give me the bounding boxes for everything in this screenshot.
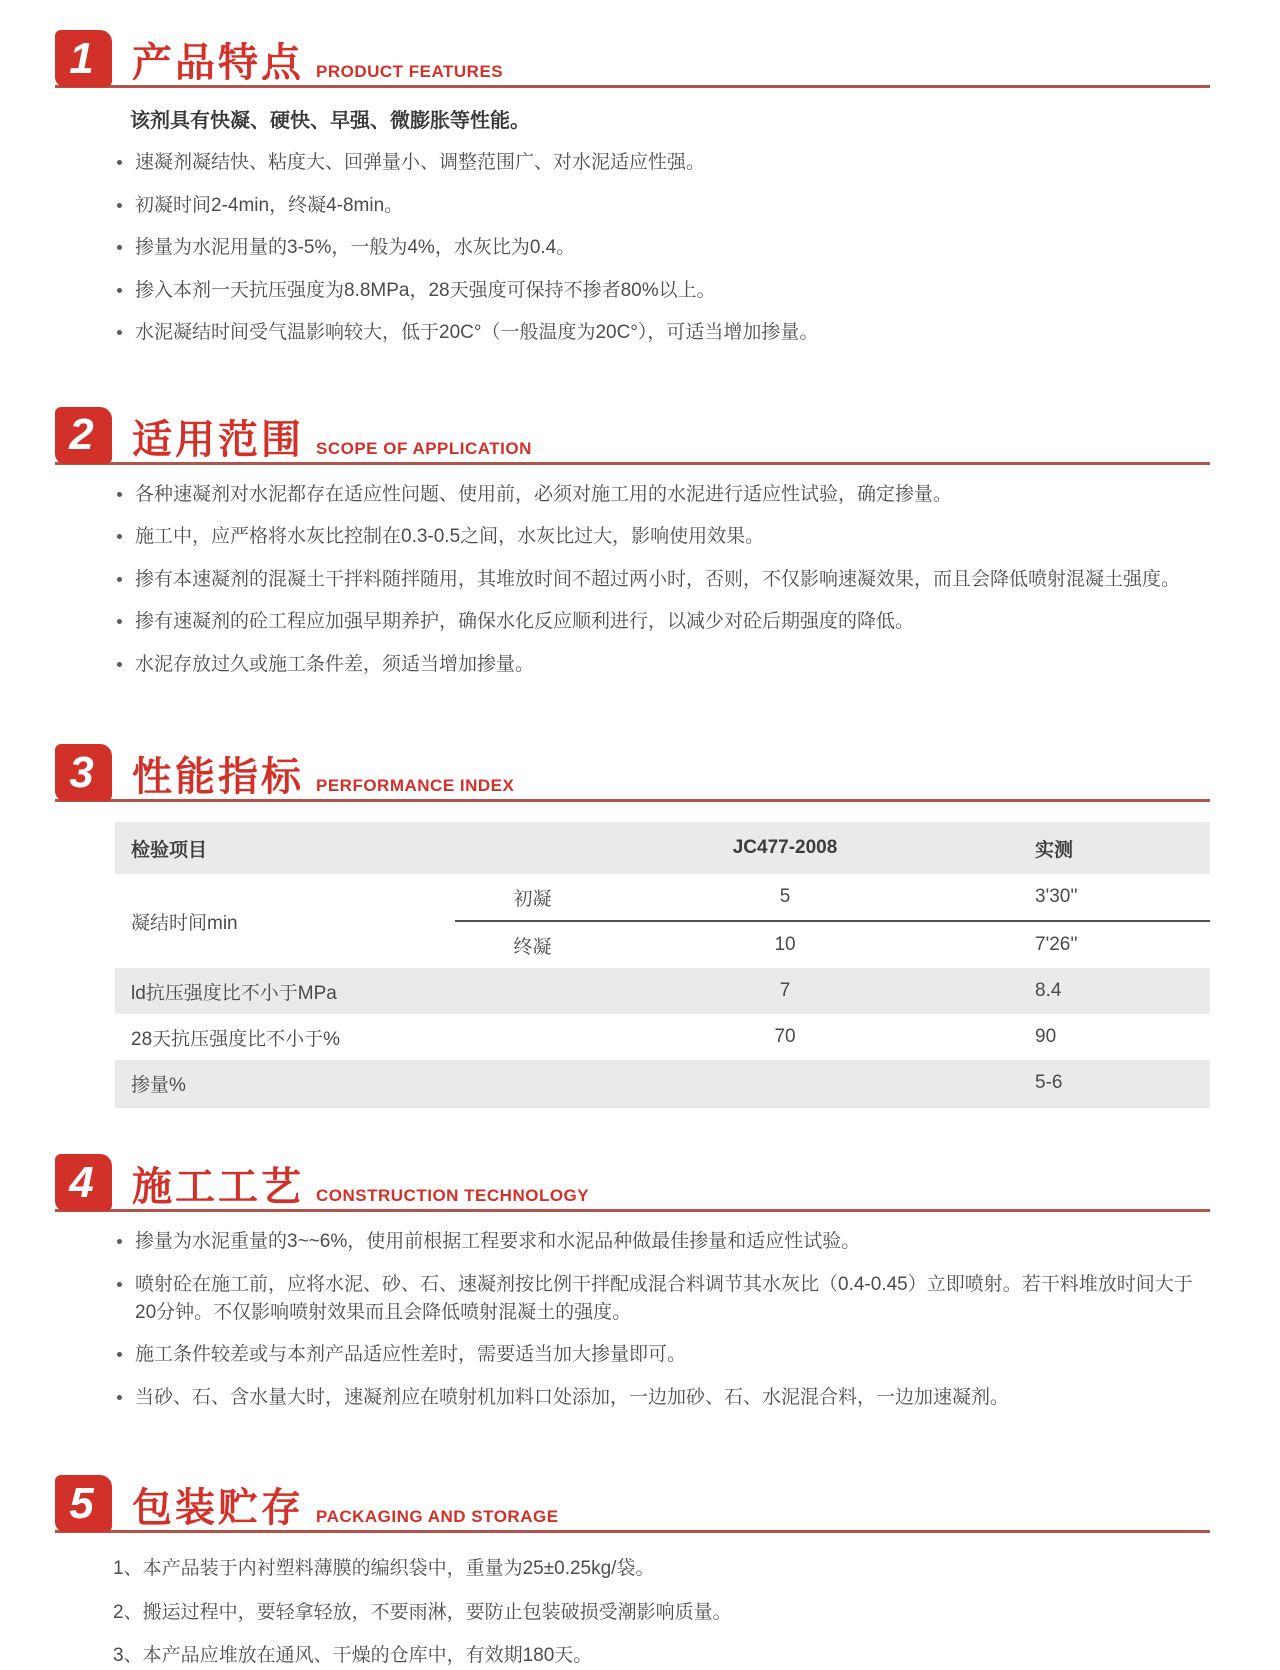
bullet-item: 施工中，应严格将水灰比控制在0.3-0.5之间，水灰比过大，影响使用效果。 [113, 523, 1212, 551]
section-number-badge: 4 [55, 1154, 112, 1211]
table-cell-item: 掺量% [115, 1060, 610, 1107]
table-cell-item: 28天抗压强度比不小于% [131, 1028, 341, 1050]
numbered-item: 3、本产品应堆放在通风、干燥的仓库中，有效期180天。 [113, 1645, 593, 1667]
table-row [115, 1014, 1210, 1060]
section-packaging-and-storage [0, 1475, 1280, 1670]
table-cell-item: 凝结时间min [131, 912, 238, 934]
section-number-badge: 1 [55, 30, 112, 87]
bullet-item: 速凝剂凝结快、粘度大、回弹量小、调整范围广、对水泥适应性强。 [113, 149, 1212, 177]
table-cell-measured: 3'30'' [960, 874, 1210, 921]
table-cell-sub: 终凝 [513, 936, 552, 958]
section-title-zh: 施工工艺 [132, 1165, 304, 1210]
section-title-zh: 适用范围 [132, 417, 304, 462]
table-cell-standard: 7 [610, 968, 960, 1014]
section-header [55, 744, 1210, 802]
bullet-item: 水泥凝结时间受气温影响较大，低于20C°（一般温度为20C°），可适当增加掺量。 [113, 319, 1212, 347]
section-header [55, 407, 1210, 465]
bullet-item: 当砂、石、含水量大时，速凝剂应在喷射机加料口处添加，一边加砂、石、水泥混合料，一边加速凝剂。 [113, 1384, 1212, 1412]
section-title-en: SCOPE OF APPLICATION [316, 438, 532, 458]
numbered-item: 2、搬运过程中，要轻拿轻放，不要雨淋，要防止包装破损受潮影响质量。 [113, 1601, 732, 1623]
table-header-measured: 实测 [960, 822, 1210, 874]
table-header-row [115, 822, 1210, 874]
section-number-badge: 2 [55, 407, 112, 464]
numbered-list [113, 1555, 1212, 1670]
bullet-list [113, 481, 1212, 679]
bullet-item: 掺入本剂一天抗压强度为8.8MPa，28天强度可保持不掺者80%以上。 [113, 277, 1212, 305]
bullet-item: 初凝时间2-4min，终凝4-8min。 [113, 192, 1212, 220]
section-product-features [0, 30, 1280, 347]
table-cell-measured: 8.4 [960, 968, 1210, 1014]
section-title-en: PERFORMANCE INDEX [316, 776, 515, 796]
table-row [115, 874, 1210, 921]
section-header [55, 30, 1210, 88]
table-cell-measured: 7'26'' [1035, 934, 1078, 956]
section-performance-index [0, 744, 1280, 1108]
bullet-item: 掺量为水泥用量的3-5%，一般为4%，水灰比为0.4。 [113, 234, 1212, 262]
table-cell-standard: 70 [774, 1026, 796, 1048]
bullet-item: 掺量为水泥重量的3~~6%，使用前根据工程要求和水泥品种做最佳掺量和适应性试验。 [113, 1228, 1212, 1256]
table-cell-sub: 初凝 [455, 874, 610, 921]
table-header-standard: JC477-2008 [610, 822, 960, 874]
section-header [55, 1154, 1210, 1212]
performance-index-table [115, 822, 1210, 1108]
section-number-badge: 5 [55, 1475, 112, 1532]
section-header [55, 1475, 1210, 1533]
table-cell-measured: 5-6 [960, 1060, 1210, 1107]
section-intro: 该剂具有快凝、硬快、早强、微膨胀等性能。 [130, 110, 530, 132]
table-row [115, 968, 1210, 1014]
section-scope-of-application [0, 407, 1280, 679]
bullet-list [113, 149, 1212, 347]
table-row [115, 1060, 1210, 1107]
numbered-item: 1、本产品装于内衬塑料薄膜的编织袋中，重量为25±0.25kg/袋。 [113, 1558, 655, 1580]
section-construction-technology [0, 1154, 1280, 1411]
bullet-item: 掺有本速凝剂的混凝土干拌料随拌随用，其堆放时间不超过两小时，否则，不仅影响速凝效果，而且会降低喷射混凝土强度。 [113, 566, 1212, 594]
table-cell-standard [610, 1060, 960, 1107]
bullet-item: 各种速凝剂对水泥都存在适应性问题、使用前，必须对施工用的水泥进行适应性试验，确定掺量。 [113, 481, 1212, 509]
bullet-item: 水泥存放过久或施工条件差，须适当增加掺量。 [113, 651, 1212, 679]
section-title-zh: 性能指标 [132, 755, 304, 800]
table-cell-measured: 90 [1035, 1026, 1057, 1048]
bullet-item: 喷射砼在施工前，应将水泥、砂、石、速凝剂按比例干拌配成混合料调节其水灰比（0.4-0.45）立即喷射。若干料堆放时间大于20分钟。不仅影响喷射效果而且会降低喷射混凝土的强度。 [113, 1271, 1212, 1326]
table-cell-standard: 10 [774, 934, 796, 956]
section-title-zh: 产品特点 [132, 41, 304, 85]
table-header-item: 检验项目 [115, 822, 610, 874]
table-cell-standard: 5 [610, 874, 960, 921]
table-cell-item: ld抗压强度比不小于MPa [115, 968, 610, 1014]
section-number-badge: 3 [55, 744, 112, 801]
bullet-list [113, 1228, 1212, 1411]
bullet-item: 施工条件较差或与本剂产品适应性差时，需要适当加大掺量即可。 [113, 1341, 1212, 1369]
section-title-en: PRODUCT FEATURES [316, 62, 504, 81]
bullet-item: 掺有速凝剂的砼工程应加强早期养护，确保水化反应顺利进行，以减少对砼后期强度的降低。 [113, 608, 1212, 636]
section-title-en: CONSTRUCTION TECHNOLOGY [316, 1186, 590, 1206]
section-title-en: PACKAGING AND STORAGE [316, 1507, 559, 1527]
section-title-zh: 包装贮存 [132, 1486, 304, 1531]
